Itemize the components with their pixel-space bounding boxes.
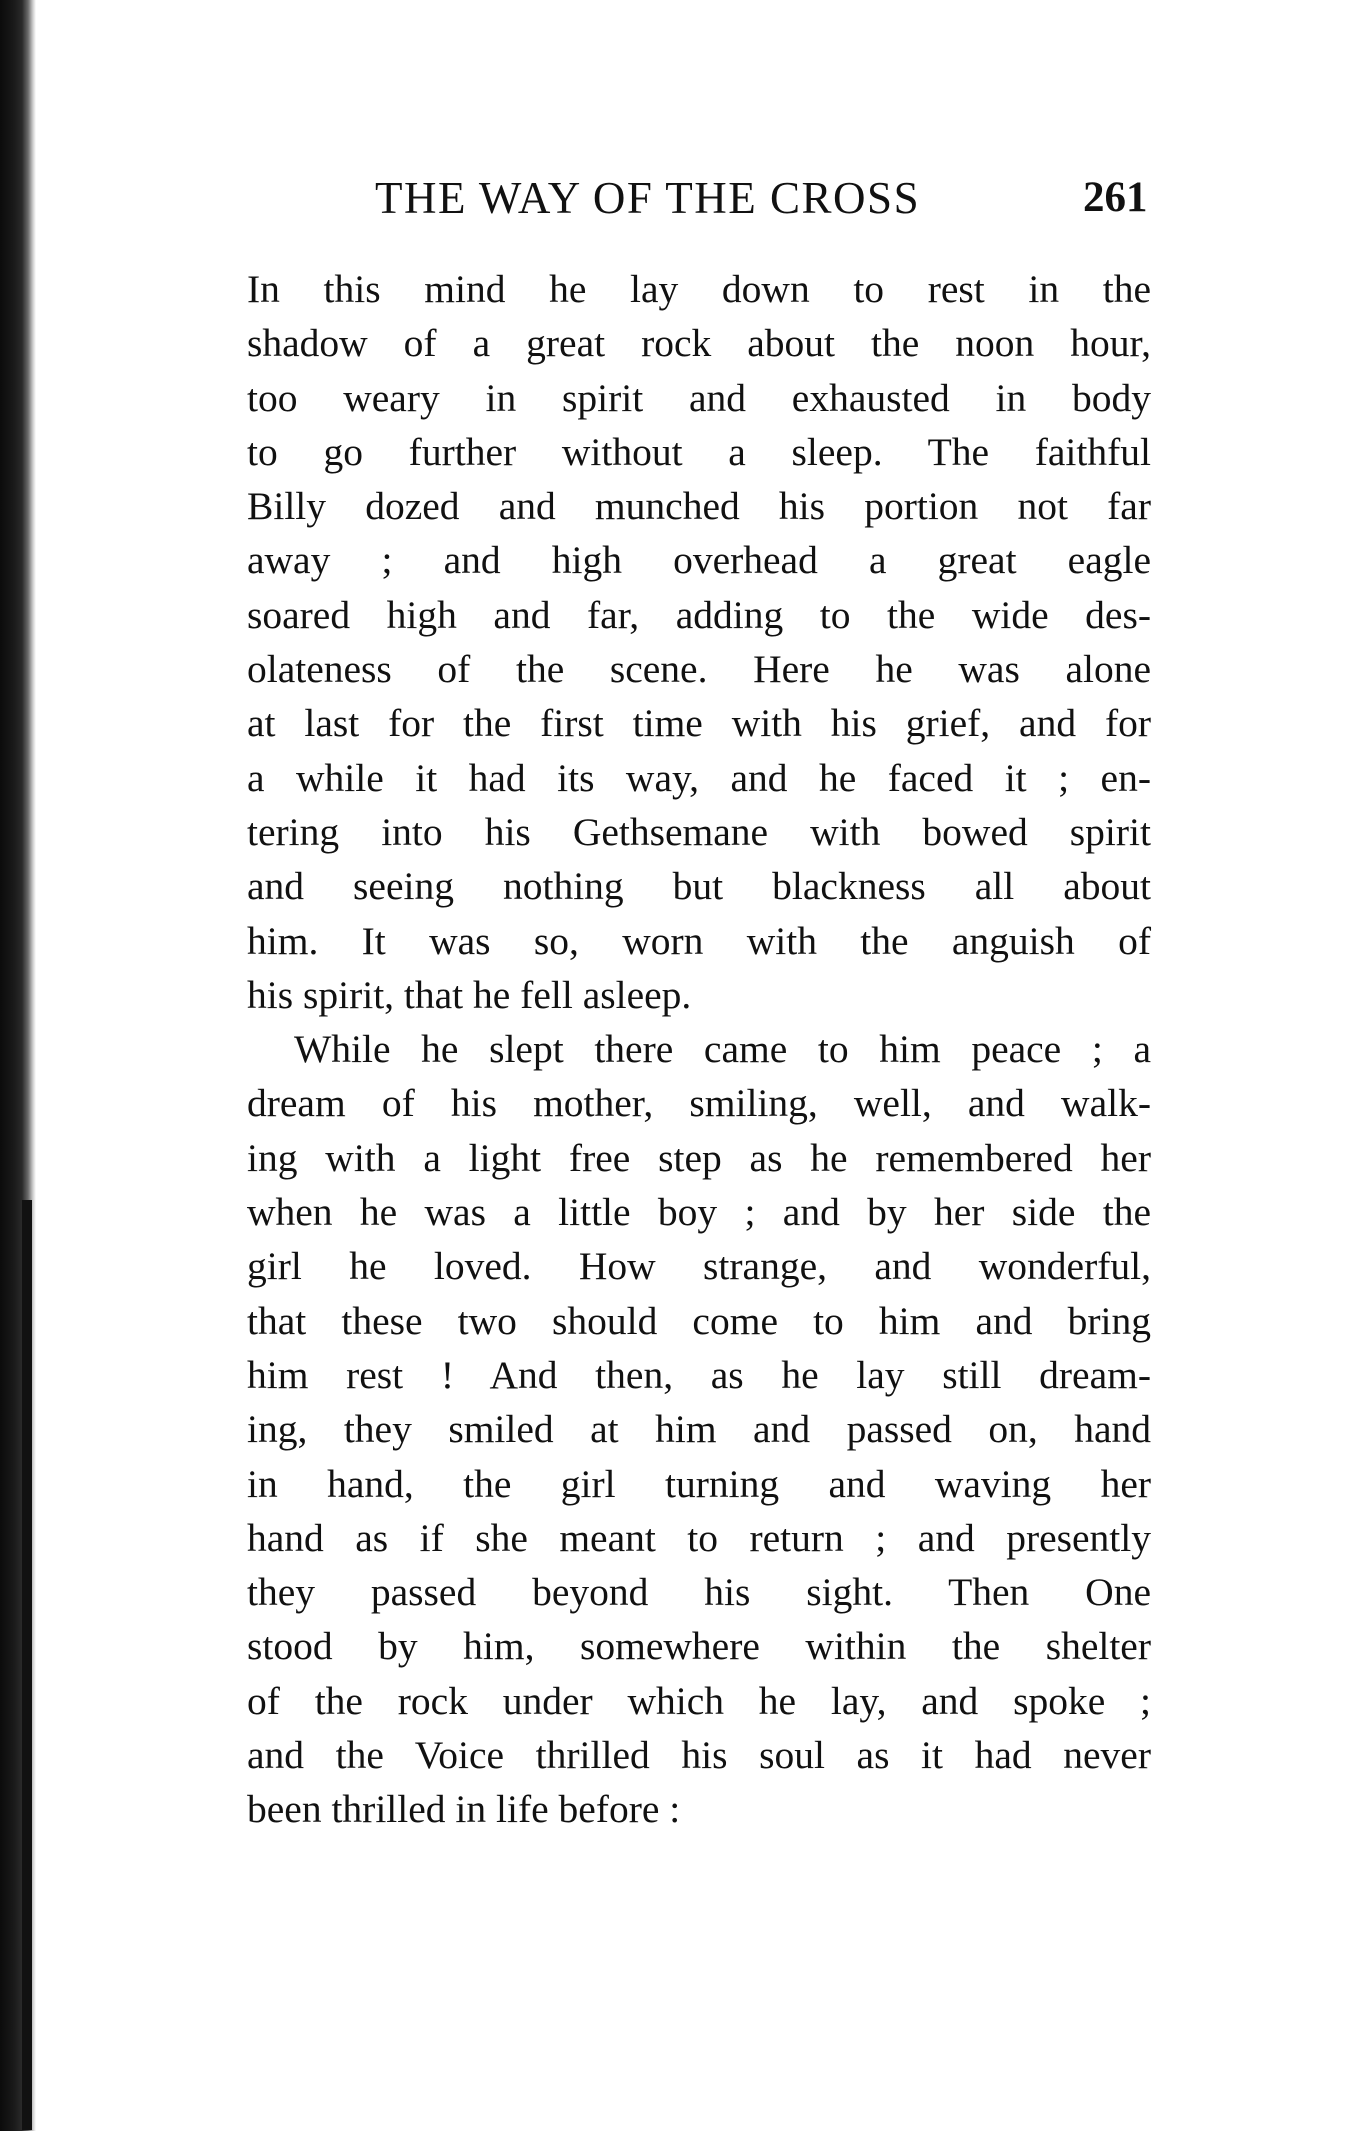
text-line: Billy dozed and munched his portion not far (247, 484, 1151, 529)
text-line: shadow of a great rock about the noon hour, (247, 321, 1151, 366)
text-line: and the Voice thrilled his soul as it had never (247, 1733, 1151, 1778)
text-line: of the rock under which he lay, and spoke ; (247, 1678, 1151, 1723)
paragraph-2 (247, 1022, 1151, 1836)
text-line: dream of his mother, smiling, well, and walk- (247, 1081, 1151, 1126)
text-line: a while it had its way, and he faced it ; en- (247, 755, 1151, 800)
running-title: THE WAY OF THE CROSS (375, 173, 921, 223)
text-line: and seeing nothing but blackness all about (247, 864, 1151, 909)
text-line: While he slept there came to him peace ; a (294, 1027, 1151, 1072)
text-line: girl he loved. How strange, and wonderful, (247, 1244, 1151, 1289)
text-line: soared high and far, adding to the wide des- (247, 592, 1151, 637)
text-line: ing with a light free step as he remembered her (247, 1135, 1151, 1180)
text-line: hand as if she meant to return ; and presently (247, 1515, 1151, 1560)
text-line: ing, they smiled at him and passed on, hand (247, 1407, 1151, 1452)
text-line: tering into his Gethsemane with bowed spirit (247, 809, 1151, 854)
text-line: when he was a little boy ; and by her side the (247, 1190, 1151, 1235)
text-line: they passed beyond his sight. Then One (247, 1570, 1151, 1615)
text-line: to go further without a sleep. The faithful (247, 429, 1151, 474)
text-line: In this mind he lay down to rest in the (247, 267, 1151, 311)
page-number: 261 (1083, 174, 1148, 221)
page-binding-edge (0, 0, 36, 2131)
running-head (0, 168, 1361, 228)
text-line: him. It was so, worn with the anguish of (247, 918, 1151, 963)
text-line: his spirit, that he fell asleep. (247, 972, 692, 1017)
text-line: away ; and high overhead a great eagle (247, 538, 1151, 583)
text-line: in hand, the girl turning and waving her (247, 1461, 1151, 1506)
text-line: been thrilled in life before : (247, 1787, 681, 1832)
text-line: at last for the first time with his grief, and for (247, 701, 1151, 746)
paragraph-1 (247, 262, 1151, 1022)
body-text (247, 262, 1151, 1837)
text-line: too weary in spirit and exhausted in body (247, 375, 1151, 420)
text-line: him rest ! And then, as he lay still dream- (247, 1352, 1151, 1397)
text-line: stood by him, somewhere within the shelter (247, 1624, 1151, 1669)
text-line: that these two should come to him and bring (247, 1298, 1151, 1343)
text-line: olateness of the scene. Here he was alone (247, 647, 1151, 692)
